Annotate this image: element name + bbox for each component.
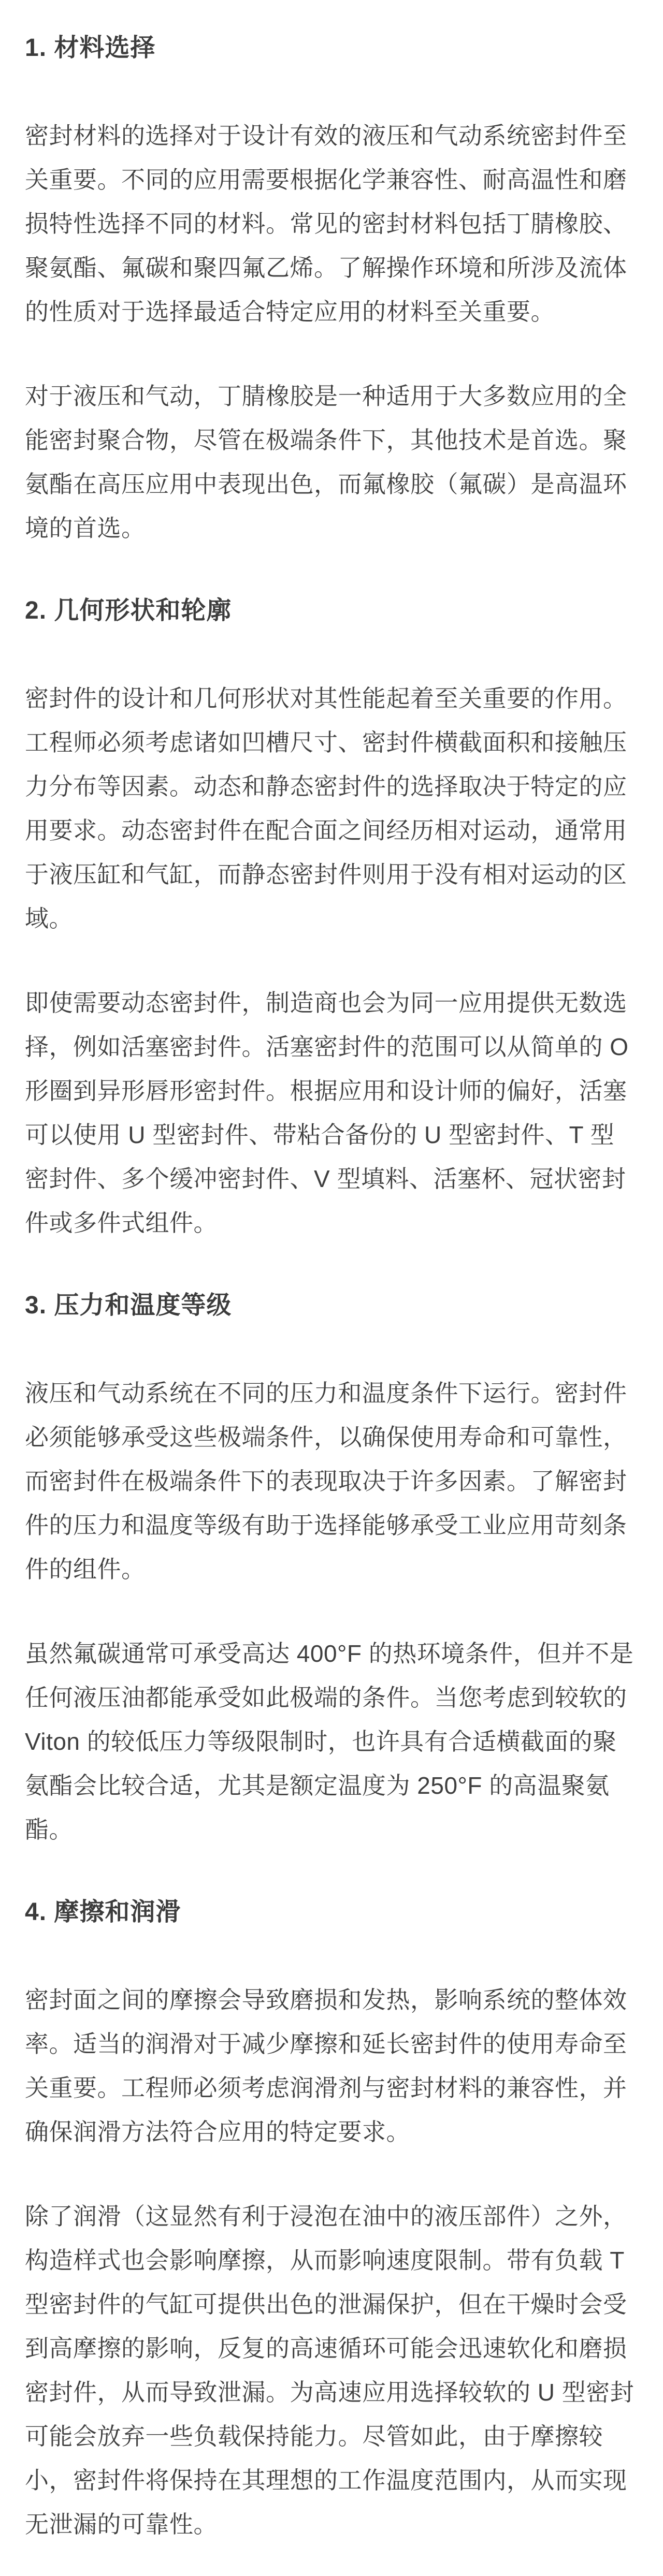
paragraph	[25, 981, 638, 1245]
text-line: 液压和气动系统在不同的压力和温度条件下运行。密封件	[25, 1380, 627, 1407]
text-line: 形圈到异形唇形密封件。根据应用和设计师的偏好，活塞	[25, 1077, 627, 1104]
text-line: 型密封件的气缸可提供出色的泄漏保护，但在干燥时会受	[25, 2291, 627, 2318]
text-line: 用要求。动态密封件在配合面之间经历相对运动，通常用	[25, 817, 627, 844]
text-line: 域。	[25, 905, 73, 932]
text-line: 即使需要动态密封件，制造商也会为同一应用提供无数选	[25, 989, 627, 1016]
text-line: 的性质对于选择最适合特定应用的材料至关重要。	[25, 298, 555, 325]
paragraph	[25, 374, 638, 550]
text-line: 件或多件式组件。	[25, 1209, 218, 1236]
text-line: 可以使用 U 型密封件、带粘合备份的 U 型密封件、T 型	[25, 1121, 615, 1148]
paragraph	[25, 1371, 638, 1591]
text-line: 密封材料的选择对于设计有效的液压和气动系统密封件至	[25, 122, 627, 149]
paragraph	[25, 2194, 638, 2546]
text-line: 能密封聚合物，尽管在极端条件下，其他技术是首选。聚	[25, 427, 627, 453]
text-line: Viton 的较低压力等级限制时，也许具有合适横截面的聚	[25, 1728, 617, 1755]
text-line: 小，密封件将保持在其理想的工作温度范围内，从而实现	[25, 2467, 627, 2494]
text-line: 关重要。工程师必须考虑润滑剂与密封材料的兼容性，并	[25, 2074, 627, 2101]
text-line: 密封件、多个缓冲密封件、V 型填料、活塞杯、冠状密封	[25, 1165, 626, 1192]
section-friction-lubrication	[25, 1895, 638, 2546]
text-line: 聚氨酯、氟碳和聚四氟乙烯。了解操作环境和所涉及流体	[25, 254, 627, 281]
text-line: 关重要。不同的应用需要根据化学兼容性、耐高温性和磨	[25, 166, 627, 193]
section-2-heading: 2. 几何形状和轮廓	[25, 597, 232, 624]
text-line: 密封面之间的摩擦会导致磨损和发热，影响系统的整体效	[25, 1986, 627, 2013]
section-geometry-profile	[25, 594, 638, 1245]
text-line: 损特性选择不同的材料。常见的密封材料包括丁腈橡胶、	[25, 210, 627, 237]
paragraph	[25, 1632, 638, 1852]
text-line: 氨酯会比较合适，尤其是额定温度为 250°F 的高温聚氨	[25, 1772, 610, 1799]
text-line: 择，例如活塞密封件。活塞密封件的范围可以从简单的 O	[25, 1033, 629, 1060]
section-1-heading: 1. 材料选择	[25, 34, 156, 62]
paragraph	[25, 114, 638, 334]
section-4-heading: 4. 摩擦和润滑	[25, 1898, 181, 1926]
text-line: 酯。	[25, 1816, 73, 1843]
text-line: 到高摩擦的影响，反复的高速循环可能会迅速软化和磨损	[25, 2335, 627, 2362]
text-line: 对于液压和气动，丁腈橡胶是一种适用于大多数应用的全	[25, 383, 627, 409]
paragraph	[25, 677, 638, 941]
paragraph	[25, 1978, 638, 2154]
text-line: 于液压缸和气缸，而静态密封件则用于没有相对运动的区	[25, 861, 627, 888]
text-line: 虽然氟碳通常可承受高达 400°F 的热环境条件，但并不是	[25, 1640, 634, 1667]
text-line: 确保润滑方法符合应用的特定要求。	[25, 2118, 410, 2145]
text-line: 件的组件。	[25, 1556, 146, 1583]
section-3-heading: 3. 压力和温度等级	[25, 1292, 232, 1319]
text-line: 密封件的设计和几何形状对其性能起着至关重要的作用。	[25, 685, 627, 712]
text-line: 除了润滑（这显然有利于浸泡在油中的液压部件）之外，	[25, 2203, 627, 2230]
text-line: 力分布等因素。动态和静态密封件的选择取决于特定的应	[25, 773, 627, 800]
text-line: 氨酯在高压应用中表现出色，而氟橡胶（氟碳）是高温环	[25, 471, 627, 497]
text-line: 必须能够承受这些极端条件，以确保使用寿命和可靠性，	[25, 1424, 627, 1451]
text-line: 件的压力和温度等级有助于选择能够承受工业应用苛刻条	[25, 1512, 627, 1539]
text-line: 可能会放弃一些负载保持能力。尽管如此，由于摩擦较	[25, 2423, 603, 2450]
text-line: 任何液压油都能承受如此极端的条件。当您考虑到较软的	[25, 1684, 627, 1711]
text-line: 率。适当的润滑对于减少摩擦和延长密封件的使用寿命至	[25, 2030, 627, 2057]
text-line: 而密封件在极端条件下的表现取决于许多因素。了解密封	[25, 1468, 627, 1495]
text-line: 工程师必须考虑诸如凹槽尺寸、密封件横截面积和接触压	[25, 729, 627, 756]
text-line: 境的首选。	[25, 515, 146, 541]
text-line: 密封件，从而导致泄漏。为高速应用选择较软的 U 型密封	[25, 2379, 635, 2406]
section-material-selection	[25, 31, 638, 550]
text-line: 构造样式也会影响摩擦，从而影响速度限制。带有负载 T	[25, 2247, 625, 2274]
text-line: 无泄漏的可靠性。	[25, 2511, 218, 2538]
section-pressure-temperature	[25, 1289, 638, 1852]
